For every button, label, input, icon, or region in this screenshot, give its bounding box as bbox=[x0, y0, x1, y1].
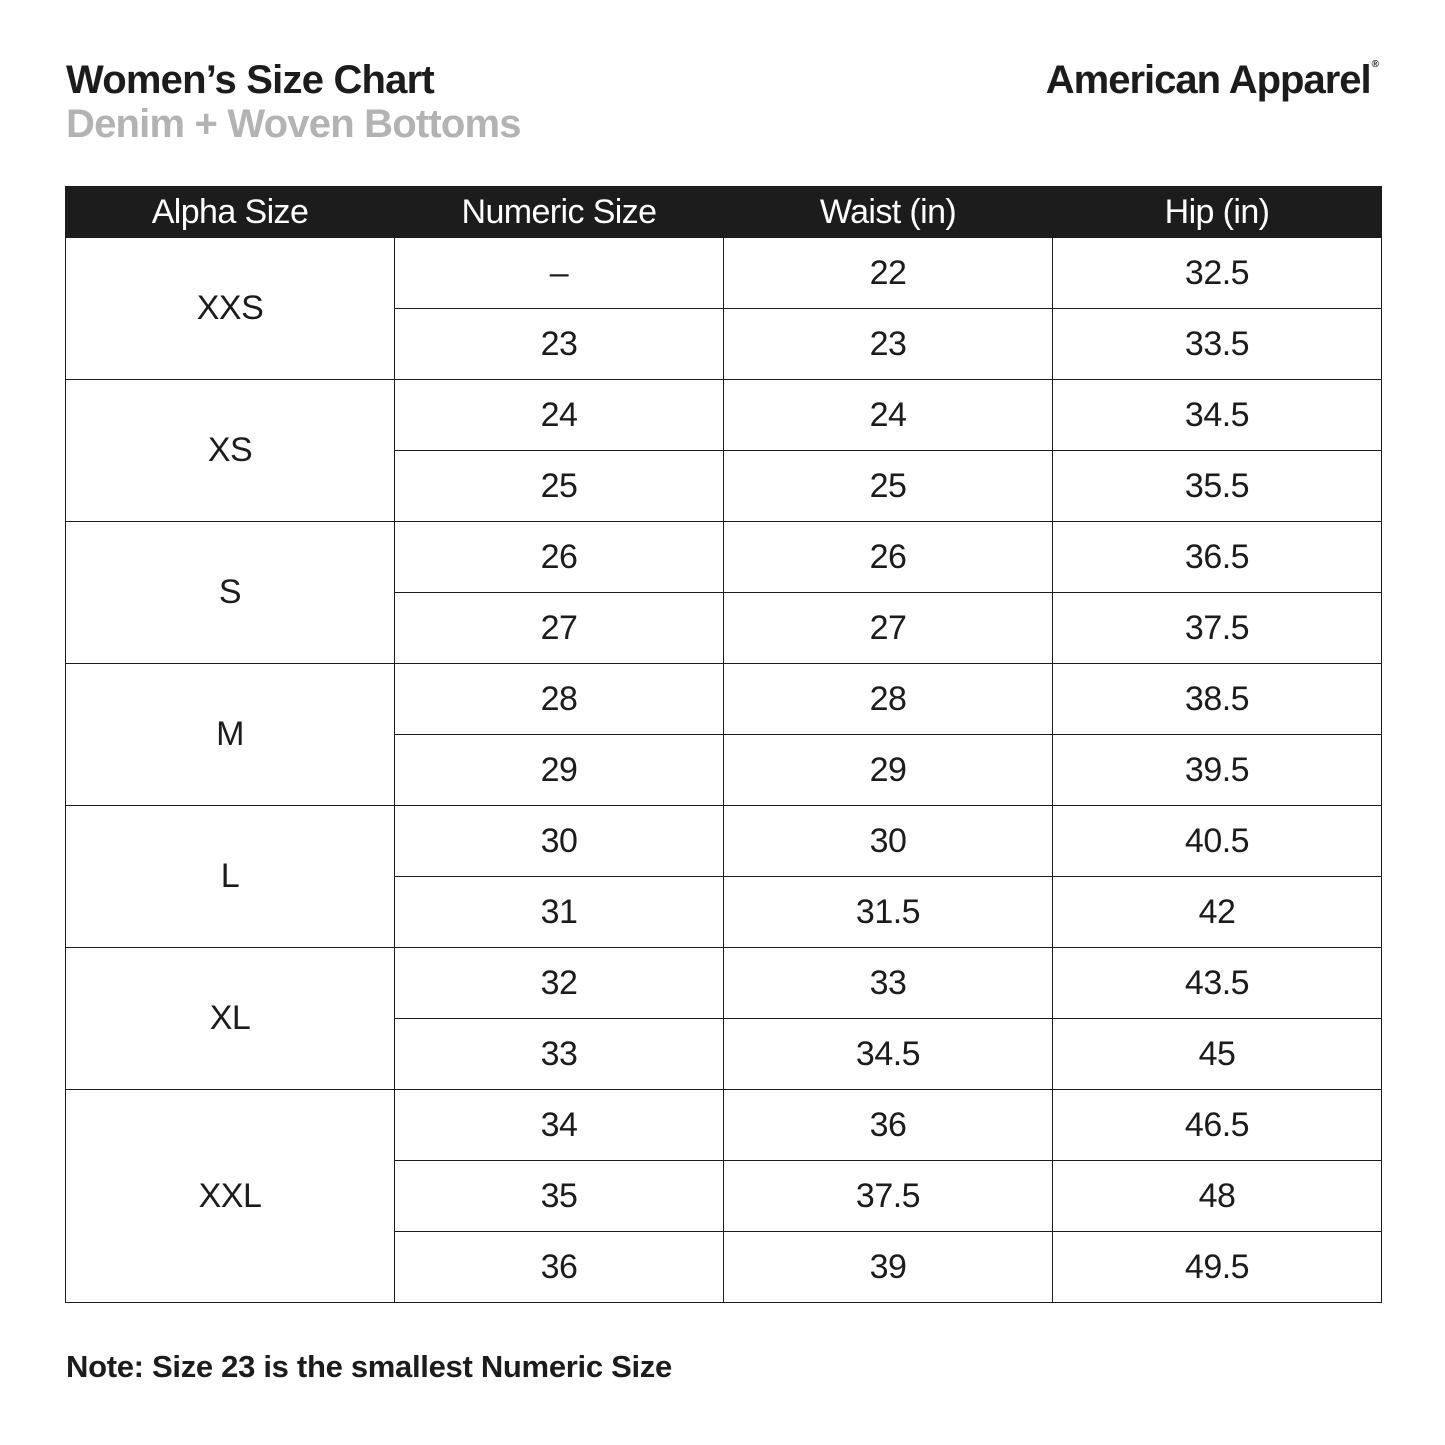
hip-cell: 38.5 bbox=[1053, 664, 1382, 735]
table-body bbox=[66, 238, 1382, 1303]
numeric-size-cell: 32 bbox=[395, 948, 724, 1019]
alpha-size-cell: L bbox=[66, 806, 395, 948]
numeric-size-cell: 26 bbox=[395, 522, 724, 593]
waist-cell: 22 bbox=[724, 238, 1053, 309]
numeric-size-cell: 35 bbox=[395, 1161, 724, 1232]
numeric-size-cell: 24 bbox=[395, 380, 724, 451]
size-chart-table bbox=[65, 186, 1382, 1303]
hip-cell: 45 bbox=[1053, 1019, 1382, 1090]
size-note: Note: Size 23 is the smallest Numeric Size bbox=[66, 1349, 672, 1384]
brand-name: American Apparel bbox=[1045, 58, 1371, 102]
numeric-size-cell: 25 bbox=[395, 451, 724, 522]
waist-cell: 29 bbox=[724, 735, 1053, 806]
table-row bbox=[66, 238, 1382, 309]
numeric-size-cell: 31 bbox=[395, 877, 724, 948]
numeric-size-cell: 30 bbox=[395, 806, 724, 877]
numeric-size-cell: 27 bbox=[395, 593, 724, 664]
alpha-size-cell: XXL bbox=[66, 1090, 395, 1303]
table-row bbox=[66, 664, 1382, 735]
hip-cell: 39.5 bbox=[1053, 735, 1382, 806]
numeric-size-cell: 23 bbox=[395, 309, 724, 380]
table-row bbox=[66, 948, 1382, 1019]
waist-cell: 25 bbox=[724, 451, 1053, 522]
column-header: Waist (in) bbox=[724, 187, 1053, 238]
waist-cell: 23 bbox=[724, 309, 1053, 380]
waist-cell: 24 bbox=[724, 380, 1053, 451]
hip-cell: 46.5 bbox=[1053, 1090, 1382, 1161]
numeric-size-cell: 33 bbox=[395, 1019, 724, 1090]
numeric-size-cell: 29 bbox=[395, 735, 724, 806]
numeric-size-cell: – bbox=[395, 238, 724, 309]
column-header: Hip (in) bbox=[1053, 187, 1382, 238]
hip-cell: 42 bbox=[1053, 877, 1382, 948]
hip-cell: 43.5 bbox=[1053, 948, 1382, 1019]
hip-cell: 48 bbox=[1053, 1161, 1382, 1232]
waist-cell: 26 bbox=[724, 522, 1053, 593]
waist-cell: 36 bbox=[724, 1090, 1053, 1161]
hip-cell: 49.5 bbox=[1053, 1232, 1382, 1303]
brand-logo bbox=[1046, 58, 1379, 102]
alpha-size-cell: M bbox=[66, 664, 395, 806]
alpha-size-cell: XS bbox=[66, 380, 395, 522]
hip-cell: 37.5 bbox=[1053, 593, 1382, 664]
page-subtitle: Denim + Woven Bottoms bbox=[66, 102, 521, 146]
column-header: Numeric Size bbox=[395, 187, 724, 238]
waist-cell: 31.5 bbox=[724, 877, 1053, 948]
column-header: Alpha Size bbox=[66, 187, 395, 238]
registered-mark: ® bbox=[1371, 59, 1379, 70]
waist-cell: 30 bbox=[724, 806, 1053, 877]
table-row bbox=[66, 380, 1382, 451]
table-header bbox=[66, 187, 1382, 238]
alpha-size-cell: XL bbox=[66, 948, 395, 1090]
table-row bbox=[66, 1090, 1382, 1161]
waist-cell: 28 bbox=[724, 664, 1053, 735]
page-title: Women’s Size Chart bbox=[66, 58, 434, 102]
hip-cell: 35.5 bbox=[1053, 451, 1382, 522]
hip-cell: 40.5 bbox=[1053, 806, 1382, 877]
table-row bbox=[66, 806, 1382, 877]
numeric-size-cell: 28 bbox=[395, 664, 724, 735]
alpha-size-cell: S bbox=[66, 522, 395, 664]
table-header-row bbox=[66, 187, 1382, 238]
waist-cell: 37.5 bbox=[724, 1161, 1053, 1232]
page-header bbox=[66, 58, 1381, 158]
hip-cell: 36.5 bbox=[1053, 522, 1382, 593]
hip-cell: 33.5 bbox=[1053, 309, 1382, 380]
waist-cell: 34.5 bbox=[724, 1019, 1053, 1090]
hip-cell: 32.5 bbox=[1053, 238, 1382, 309]
numeric-size-cell: 36 bbox=[395, 1232, 724, 1303]
alpha-size-cell: XXS bbox=[66, 238, 395, 380]
waist-cell: 27 bbox=[724, 593, 1053, 664]
table-row bbox=[66, 522, 1382, 593]
waist-cell: 33 bbox=[724, 948, 1053, 1019]
hip-cell: 34.5 bbox=[1053, 380, 1382, 451]
waist-cell: 39 bbox=[724, 1232, 1053, 1303]
numeric-size-cell: 34 bbox=[395, 1090, 724, 1161]
